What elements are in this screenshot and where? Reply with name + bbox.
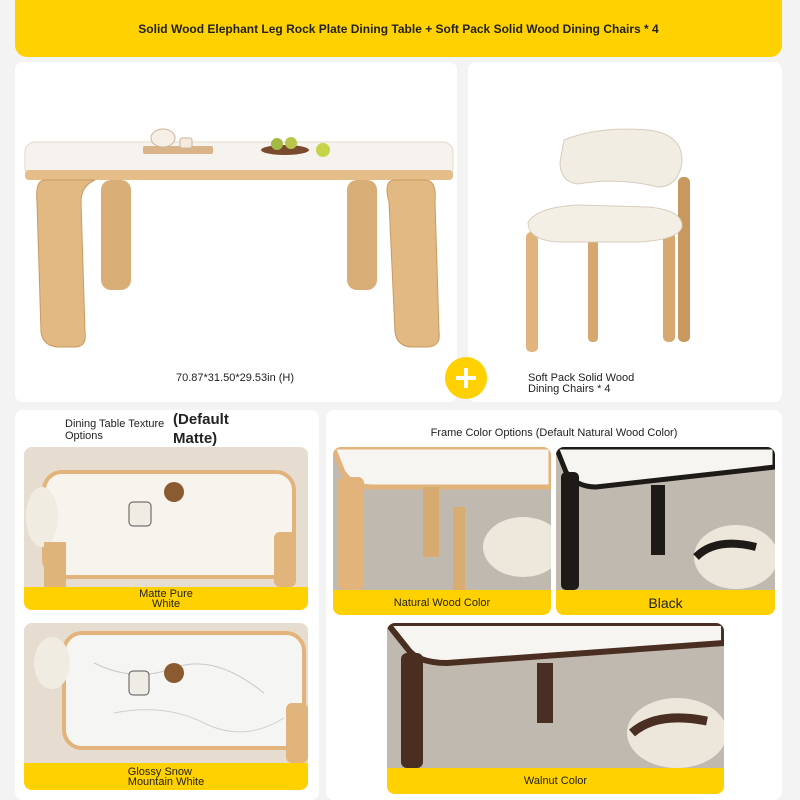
chair-caption-line2: Dining Chairs * 4 (528, 383, 611, 395)
black-label-bar (556, 590, 775, 615)
frame-title: Frame Color Options (Default Natural Wood Color) (430, 427, 678, 439)
texture-option-glossy[interactable] (24, 623, 308, 790)
page-header (15, 0, 782, 57)
natural-label: Natural Wood Color (393, 596, 491, 609)
texture-option-matte[interactable] (24, 447, 308, 610)
black-frame-image (556, 447, 775, 590)
glossy-table-image (24, 623, 308, 763)
natural-label-bar (333, 590, 551, 615)
glossy-label-bar (24, 763, 308, 790)
table-dimensions: 70.87*31.50*29.53in (H) (175, 372, 295, 384)
matte-table-image (24, 447, 308, 587)
matte-label-bar (24, 587, 308, 610)
matte-label-line1: Matte Pure (139, 587, 193, 600)
table-panel (15, 62, 457, 402)
glossy-label-line2: Mountain White (127, 775, 205, 788)
walnut-frame-image (387, 623, 724, 768)
chair-panel (468, 62, 782, 402)
natural-frame-image (333, 447, 551, 590)
matte-label-line2: White (151, 597, 181, 610)
texture-default-note: (Default Matte) (173, 411, 229, 447)
frame-option-natural[interactable] (333, 447, 551, 615)
plus-icon (445, 357, 487, 399)
dining-table-image (15, 62, 457, 362)
glossy-label-line1: Glossy Snow (127, 765, 192, 778)
chair-caption (528, 373, 668, 395)
product-title: Solid Wood Elephant Leg Rock Plate Dining Table + Soft Pack Solid Wood Dining Chairs * 4 (138, 21, 659, 36)
texture-panel (15, 410, 319, 800)
walnut-label-bar (387, 768, 724, 794)
walnut-label: Walnut Color (523, 775, 588, 787)
frame-option-walnut[interactable] (387, 623, 724, 794)
black-label: Black (648, 594, 683, 611)
frame-panel (326, 410, 782, 800)
dining-chair-image (468, 62, 782, 362)
chair-caption-line1: Soft Pack Solid Wood (528, 372, 635, 384)
texture-title: Dining Table Texture Options (65, 418, 165, 442)
frame-option-black[interactable] (556, 447, 775, 615)
